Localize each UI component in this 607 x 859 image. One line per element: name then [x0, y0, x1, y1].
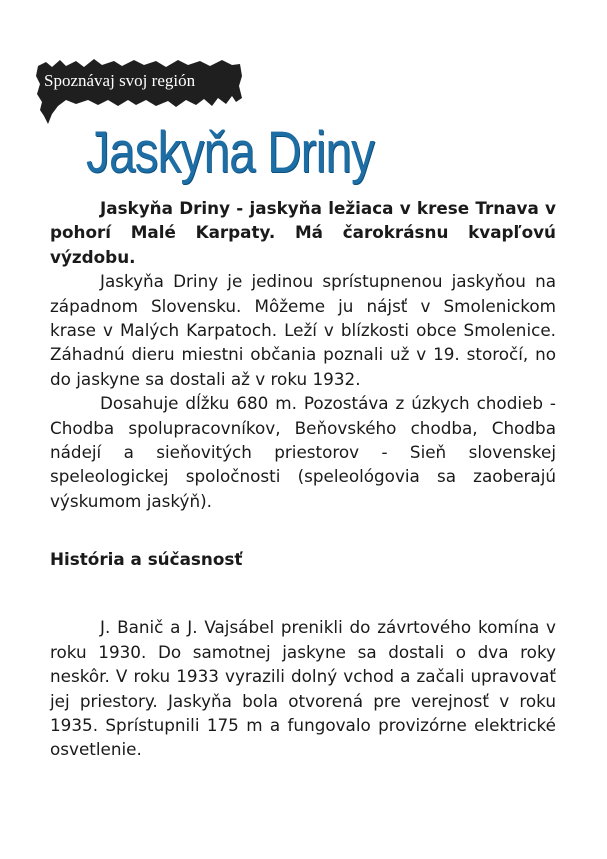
banner-label: Spoznávaj svoj región: [44, 71, 196, 90]
ink-splash-shape: [36, 58, 244, 128]
section-heading: História a súčasnosť: [50, 549, 243, 570]
history-paragraph: J. Banič a J. Vajsábel prenikli do závrtového komína v roku 1930. Do samotnej jaskyne sa dostali o dva roky neskôr. V roku 1933 vyrazili dolný vchod a začali upravovať jej priestory. Jaskyňa bola otvorená pre verejnosť v roku 1935. Sprístupnili 175 m a fungovalo provizórne elektrické osvetlenie.: [50, 617, 556, 760]
body-paragraph: Jaskyňa Driny je jedinou sprístupnenou jaskyňou na západnom Slovensku. Môžeme ju nájsť v Smolenickom krase v Malých Karpatoch. Leží v blízkosti obce Smolenice. Záhadnú dieru miestni občania poznali už v 19. storočí, no do jaskyne sa dostali až v roku 1932.: [50, 271, 556, 389]
intro-paragraph: Jaskyňa Driny - jaskyňa ležiaca v krese Trnava v pohorí Malé Karpaty. Má čarokrásnu kvapľovú výzdobu.: [50, 198, 556, 267]
region-banner: [36, 58, 244, 128]
article-body: [50, 196, 556, 762]
body-paragraph: Dosahuje dĺžku 680 m. Pozostáva z úzkych chodieb - Chodba spolupracovníkov, Beňovského chodba, Chodba nádejí a sieňovitých priestorov - Sieň slovenskej speleologickej spoločnosti (speleológovia sa zaoberajú výskumom jaskýň).: [50, 393, 556, 511]
page-title: Jaskyňa Driny: [86, 120, 375, 185]
